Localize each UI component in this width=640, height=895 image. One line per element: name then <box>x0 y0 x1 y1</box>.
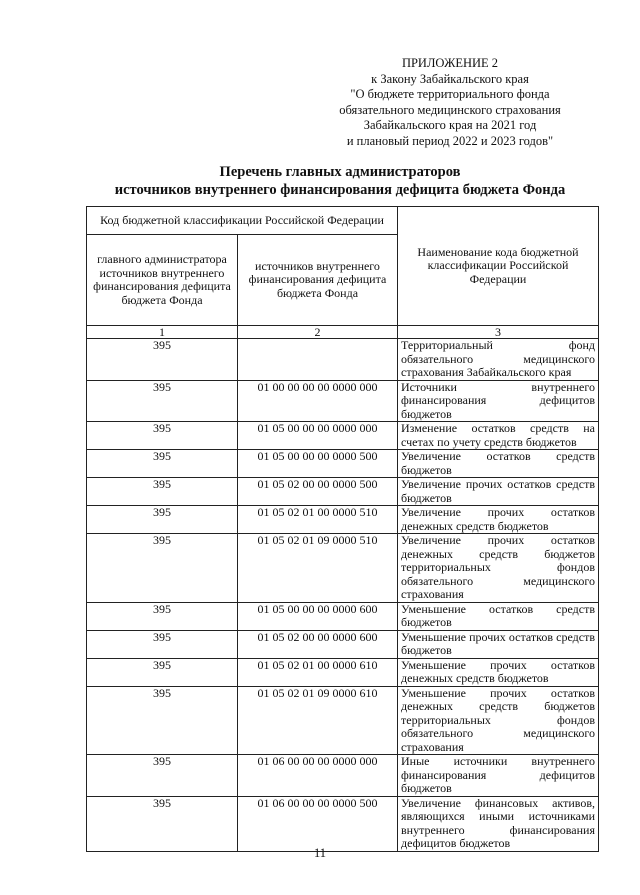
table-row <box>87 422 599 450</box>
source-code-cell: 01 05 02 01 00 0000 610 <box>238 658 398 686</box>
page-number: 11 <box>313 846 327 860</box>
source-code-cell: 01 00 00 00 00 0000 000 <box>238 380 398 422</box>
admin-code-cell: 395 <box>87 339 238 381</box>
appendix-header <box>300 56 600 149</box>
admin-code-cell: 395 <box>87 422 238 450</box>
column-number: 1 <box>87 326 238 339</box>
source-code-cell: 01 05 00 00 00 0000 500 <box>238 450 398 478</box>
appendix-line: к Закону Забайкальского края <box>371 71 529 86</box>
admin-code-cell: 395 <box>87 602 238 630</box>
header-group-code: Код бюджетной классификации Российской Федерации <box>87 207 398 235</box>
table-row <box>87 339 599 381</box>
source-code-cell: 01 05 02 01 00 0000 510 <box>238 506 398 534</box>
admin-code-cell: 395 <box>87 658 238 686</box>
document-title <box>80 163 600 199</box>
name-cell: Увеличение остатков средств бюджетов <box>398 450 599 478</box>
name-cell: Уменьшение остатков средств бюджетов <box>398 602 599 630</box>
column-number: 2 <box>238 326 398 339</box>
admin-code-cell: 395 <box>87 478 238 506</box>
name-cell: Изменение остатков средств на счетах по учету средств бюджетов <box>398 422 599 450</box>
table-row <box>87 630 599 658</box>
name-cell: Увеличение прочих остатков денежных средств бюджетов <box>398 506 599 534</box>
name-cell: Увеличение прочих остатков денежных средств бюджетов территориальных фондов обязательного медицинского страхования <box>398 534 599 603</box>
admin-code-cell: 395 <box>87 450 238 478</box>
name-cell: Уменьшение прочих остатков денежных средств бюджетов <box>398 658 599 686</box>
table-row <box>87 755 599 797</box>
table-row <box>87 796 599 851</box>
appendix-line: ПРИЛОЖЕНИЕ 2 <box>401 56 499 70</box>
name-cell: Уменьшение прочих остатков средств бюджетов <box>398 630 599 658</box>
table-row <box>87 380 599 422</box>
table-row <box>87 478 599 506</box>
source-code-cell: 01 05 02 01 09 0000 510 <box>238 534 398 603</box>
administrators-table <box>86 206 599 852</box>
column-number: 3 <box>398 326 599 339</box>
source-code-cell: 01 05 02 00 00 0000 600 <box>238 630 398 658</box>
name-cell: Источники внутреннего финансирования дефицитов бюджетов <box>398 380 599 422</box>
name-cell: Увеличение прочих остатков средств бюджетов <box>398 478 599 506</box>
admin-code-cell: 395 <box>87 686 238 755</box>
source-code-cell: 01 06 00 00 00 0000 500 <box>238 796 398 851</box>
header-admin: главного администратора источников внутреннего финансирования дефицита бюджета Фонда <box>87 235 238 326</box>
table-row <box>87 450 599 478</box>
admin-code-cell: 395 <box>87 796 238 851</box>
table-row <box>87 506 599 534</box>
table-row <box>87 602 599 630</box>
header-source-code: источников внутреннего финансирования дефицита бюджета Фонда <box>238 235 398 326</box>
table-row <box>87 658 599 686</box>
source-code-cell <box>238 339 398 381</box>
name-cell: Территориальный фонд обязательного медицинского страхования Забайкальского края <box>398 339 599 381</box>
source-code-cell: 01 05 02 00 00 0000 500 <box>238 478 398 506</box>
title-line: Перечень главных администраторов <box>219 164 461 180</box>
name-cell: Увеличение финансовых активов, являющихся иными источниками внутреннего финансирования дефицитов бюджетов <box>398 796 599 851</box>
admin-code-cell: 395 <box>87 380 238 422</box>
appendix-line: "О бюджете территориального фонда <box>350 87 550 101</box>
appendix-line: и плановый период 2022 и 2023 годов" <box>346 133 554 148</box>
source-code-cell: 01 06 00 00 00 0000 000 <box>238 755 398 797</box>
name-cell: Иные источники внутреннего финансирования дефицитов бюджетов <box>398 755 599 797</box>
header-name: Наименование кода бюджетной классификации Российской Федерации <box>398 207 599 326</box>
source-code-cell: 01 05 00 00 00 0000 000 <box>238 422 398 450</box>
admin-code-cell: 395 <box>87 506 238 534</box>
admin-code-cell: 395 <box>87 630 238 658</box>
admin-code-cell: 395 <box>87 755 238 797</box>
name-cell: Уменьшение прочих остатков денежных средств бюджетов территориальных фондов обязательного медицинского страхования <box>398 686 599 755</box>
source-code-cell: 01 05 00 00 00 0000 600 <box>238 602 398 630</box>
source-code-cell: 01 05 02 01 09 0000 610 <box>238 686 398 755</box>
title-line: источников внутреннего финансирования дефицита бюджета Фонда <box>114 182 566 198</box>
appendix-line: Забайкальского края на 2021 год <box>363 118 537 132</box>
table-row <box>87 686 599 755</box>
admin-code-cell: 395 <box>87 534 238 603</box>
appendix-line: обязательного медицинского страхования <box>339 102 561 117</box>
table-row <box>87 534 599 603</box>
